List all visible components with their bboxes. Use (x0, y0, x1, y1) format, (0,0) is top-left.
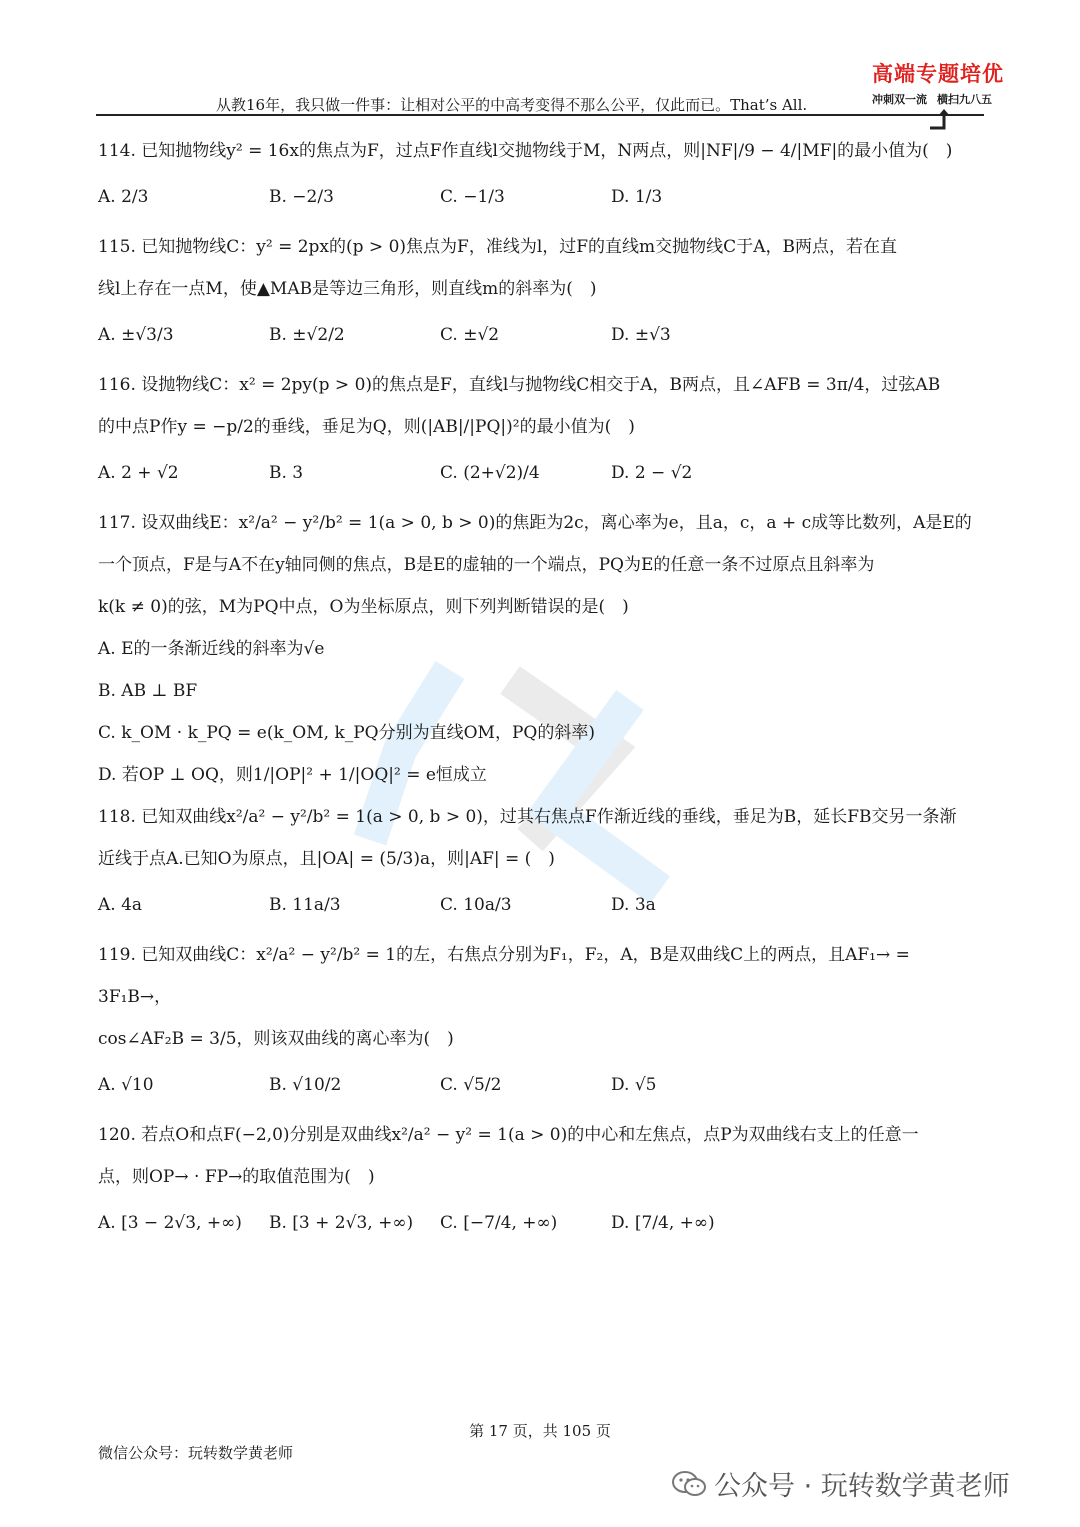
question-block (98, 796, 978, 930)
question-stem-line: 115. 已知抛物线C：y² = 2px的(p > 0)焦点为F，准线为l，过F的直线m交抛物线C于A，B两点，若在直 (98, 237, 897, 257)
answer-option: A. [3 − 2√3, +∞) (98, 1213, 242, 1233)
answer-option: C. k_OM · k_PQ = e(k_OM, k_PQ分别为直线OM，PQ的斜率) (98, 723, 595, 743)
answer-option: A. 2/3 (98, 187, 149, 207)
answer-option: D. 3a (611, 895, 656, 915)
question-stem-line: 点，则OP→ · FP→的取值范围为( ) (98, 1167, 375, 1187)
brand-tag-1: 冲刺双一流 (872, 93, 927, 106)
answer-option: B. 11a/3 (269, 895, 341, 915)
question-stem-line: 的中点P作y = −p/2的垂线，垂足为Q，则(|AB|/|PQ|)²的最小值为( ) (98, 417, 635, 437)
wechat-icon (672, 1470, 706, 1498)
option-group (98, 1198, 978, 1248)
answer-option: A. ±√3/3 (98, 325, 174, 345)
question-stem-line: 114. 已知抛物线y² = 16x的焦点为F，过点F作直线l交抛物线于M，N两点，则|NF|/9 − 4/|MF|的最小值为( ) (98, 141, 953, 161)
question-block (98, 364, 978, 498)
question-stem-line: 一个顶点，F是与A不在y轴同侧的焦点，B是E的虚轴的一个端点，PQ为E的任意一条不过原点且斜率为 (98, 555, 875, 575)
answer-option: C. 10a/3 (440, 895, 512, 915)
question-stem-line: 120. 若点O和点F(−2,0)分别是双曲线x²/a² − y² = 1(a > 0)的中心和左焦点，点P为双曲线右支上的任意一 (98, 1125, 919, 1145)
question-stem-line: 117. 设双曲线E：x²/a² − y²/b² = 1(a > 0, b > 0)的焦距为2c，离心率为e，且a，c，a + c成等比数列，A是E的 (98, 513, 972, 533)
account-badge-text: 公众号 · 玩转数学黄老师 (714, 1471, 1010, 1502)
option-group (98, 310, 978, 360)
answer-option: B. [3 + 2√3, +∞) (269, 1213, 414, 1233)
answer-option: C. √5/2 (440, 1075, 502, 1095)
answer-option: D. 1/3 (611, 187, 663, 207)
answer-option: B. AB ⊥ BF (98, 681, 198, 701)
answer-option: D. 若OP ⊥ OQ，则1/|OP|² + 1/|OQ|² = e恒成立 (98, 765, 487, 785)
brand-tag-2: 横扫九八五 (937, 93, 992, 106)
answer-option: C. ±√2 (440, 325, 500, 345)
question-stem-line: 线l上存在一点M，使▲MAB是等边三角形，则直线m的斜率为( ) (98, 279, 597, 299)
header-rule (96, 114, 984, 116)
option-group (98, 172, 978, 222)
question-stem-line: 116. 设抛物线C：x² = 2py(p > 0)的焦点是F，直线l与抛物线C相交于A，B两点，且∠AFB = 3π/4，过弦AB (98, 375, 941, 395)
answer-option: D. ±√3 (611, 325, 671, 345)
page-number: 第 17 页，共 105 页 (469, 1422, 611, 1440)
answer-option: B. 3 (269, 463, 304, 483)
question-list (98, 130, 978, 1252)
question-block (98, 934, 978, 1110)
answer-option: B. ±√2/2 (269, 325, 345, 345)
option-group (98, 880, 978, 930)
option-group (98, 448, 978, 498)
wechat-account: 微信公众号：玩转数学黄老师 (98, 1444, 294, 1462)
answer-option: A. 4a (98, 895, 143, 915)
brand-tagline (872, 91, 1012, 107)
option-group (98, 1060, 978, 1110)
answer-option: D. √5 (611, 1075, 657, 1095)
question-block (98, 226, 978, 360)
question-stem-line: 118. 已知双曲线x²/a² − y²/b² = 1(a > 0, b > 0)，过其右焦点F作渐近线的垂线，垂足为B，延长FB交另一条渐 (98, 807, 957, 827)
header-motto: 从教16年，我只做一件事：让相对公平的中高考变得不那么公平，仅此而已。That’s All. (216, 96, 808, 114)
question-stem-line: 119. 已知双曲线C：x²/a² − y²/b² = 1的左，右焦点分别为F₁，F₂，A，B是双曲线C上的两点，且AF₁→ = 3F₁B→， (98, 945, 910, 1007)
question-block (98, 130, 978, 222)
arrow-up-icon (928, 108, 954, 130)
question-block (98, 1114, 978, 1248)
answer-option: D. 2 − √2 (611, 463, 693, 483)
answer-option: C. −1/3 (440, 187, 505, 207)
answer-option: B. √10/2 (269, 1075, 342, 1095)
answer-option: C. (2+√2)/4 (440, 463, 540, 483)
answer-option: D. [7/4, +∞) (611, 1213, 715, 1233)
answer-option: A. √10 (98, 1075, 154, 1095)
option-group (98, 628, 978, 796)
answer-option: C. [−7/4, +∞) (440, 1213, 558, 1233)
question-stem-line: 近线于点A.已知O为原点，且|OA| = (5/3)a，则|AF| = ( ) (98, 849, 555, 869)
answer-option: A. E的一条渐近线的斜率为√e (98, 639, 325, 659)
brand-title: 高端专题培优 (872, 62, 1004, 86)
answer-option: A. 2 + √2 (98, 463, 179, 483)
account-badge (672, 1464, 1010, 1503)
answer-option: B. −2/3 (269, 187, 334, 207)
question-block (98, 502, 978, 796)
question-stem-line: cos∠AF₂B = 3/5，则该双曲线的离心率为( ) (98, 1029, 454, 1049)
brand-logo (872, 58, 1012, 107)
question-stem-line: k(k ≠ 0)的弦，M为PQ中点，O为坐标原点，则下列判断错误的是( ) (98, 597, 629, 617)
